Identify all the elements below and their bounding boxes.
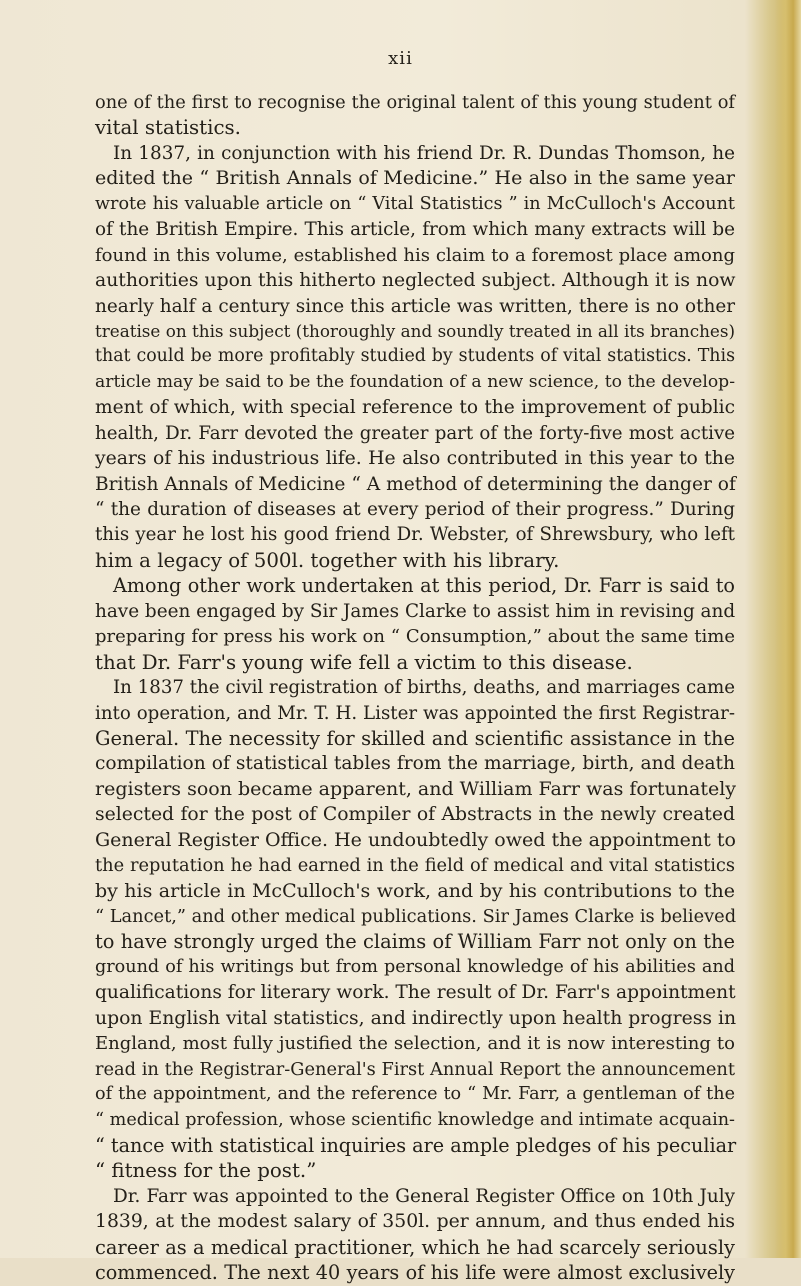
text-line: of the British Empire. This article, from which many extracts will be <box>95 219 735 241</box>
body-text <box>95 90 735 1286</box>
text-line: that could be more profitably studied by students of vital statistics. This <box>95 346 735 367</box>
text-line: treatise on this subject (thoroughly and soundly treated in all its branches) <box>95 320 735 341</box>
text-line: preparing for press his work on “ Consumption,” about the same time <box>95 626 735 648</box>
text-line: nearly half a century since this article was written, there is no other <box>95 295 735 317</box>
text-line: article may be said to be the foundation of a new science, to the develop- <box>95 371 735 392</box>
text-line: “ fitness for the post.” <box>95 1159 317 1183</box>
text-line: In 1837, in conjunction with his friend Dr. R. Dundas Thomson, he <box>113 142 735 164</box>
text-line: of the appointment, and the reference to “ Mr. Farr, a gentleman of the <box>95 1084 735 1105</box>
text-line: authorities upon this hitherto neglected subject. Although it is now <box>95 270 736 292</box>
text-line: ment of which, with special reference to the improvement of public <box>95 397 735 419</box>
text-line: In 1837 the civil registration of births, deaths, and marriages came <box>113 677 736 699</box>
text-line: health, Dr. Farr devoted the greater part of the forty-five most active <box>95 422 735 444</box>
text-line: compilation of statistical tables from the marriage, birth, and death <box>95 753 735 775</box>
text-line: one of the first to recognise the original talent of this young student of <box>95 92 735 113</box>
text-line: vital statistics. <box>95 116 241 140</box>
text-line: have been engaged by Sir James Clarke to assist him in revising and <box>95 600 736 622</box>
text-line: British Annals of Medicine “ A method of determining the danger of <box>95 473 736 495</box>
text-line: ground of his writings but from personal knowledge of his abilities and <box>95 956 735 977</box>
text-line: 1839, at the modest salary of 350l. per annum, and thus ended his <box>95 1211 735 1233</box>
text-line: Among other work undertaken at this period, Dr. Farr is said to <box>113 574 735 598</box>
text-line: Dr. Farr was appointed to the General Register Office on 10th July <box>113 1185 735 1207</box>
text-line: by his article in McCulloch's work, and by his contributions to the <box>95 879 735 902</box>
text-line: read in the Registrar-General's First Annual Report the announcement <box>95 1058 735 1080</box>
text-line: “ medical profession, whose scientific knowledge and intimate acquain- <box>95 1109 735 1130</box>
text-line: General. The necessity for skilled and scientific assistance in the <box>95 726 735 750</box>
text-line: years of his industrious life. He also contributed in this year to the <box>95 448 735 470</box>
page-edge <box>775 0 801 1258</box>
text-line: this year he lost his good friend Dr. Webster, of Shrewsbury, who left <box>95 524 735 546</box>
text-line: that Dr. Farr's young wife fell a victim to this disease. <box>95 650 633 674</box>
text-line: him a legacy of 500l. together with his library. <box>95 548 560 572</box>
text-line: “ tance with statistical inquiries are ample pledges of his peculiar <box>95 1133 737 1157</box>
text-line: England, most fully justified the selection, and it is now interesting to <box>95 1033 735 1055</box>
text-line: selected for the post of Compiler of Abstracts in the newly created <box>95 804 735 826</box>
text-line: wrote his valuable article on “ Vital Statistics ” in McCulloch's Account <box>95 193 735 214</box>
text-line: “ the duration of diseases at every period of their progress.” During <box>95 499 735 520</box>
text-line: commenced. The next 40 years of his life were almost exclusively <box>95 1261 735 1285</box>
text-line: registers soon became apparent, and William Farr was fortunately <box>95 777 737 800</box>
text-line: “ Lancet,” and other medical publications. Sir James Clarke is believed <box>95 906 737 927</box>
text-line: the reputation he had earned in the field of medical and vital statistics <box>95 855 735 877</box>
text-line: upon English vital statistics, and indirectly upon health progress in <box>95 1007 737 1029</box>
text-line: edited the “ British Annals of Medicine.” He also in the same year <box>95 167 735 190</box>
text-line: to have strongly urged the claims of William Farr not only on the <box>95 930 735 954</box>
text-line: into operation, and Mr. T. H. Lister was appointed the first Registrar- <box>95 702 735 724</box>
page-number: xii <box>388 48 413 69</box>
text-line: found in this volume, established his claim to a foremost place among <box>95 244 735 266</box>
text-line: qualifications for literary work. The result of Dr. Farr's appointment <box>95 982 736 1004</box>
text-line: General Register Office. He undoubtedly owed the appointment to <box>95 828 736 851</box>
text-line: career as a medical practitioner, which he had scarcely seriously <box>95 1235 735 1259</box>
